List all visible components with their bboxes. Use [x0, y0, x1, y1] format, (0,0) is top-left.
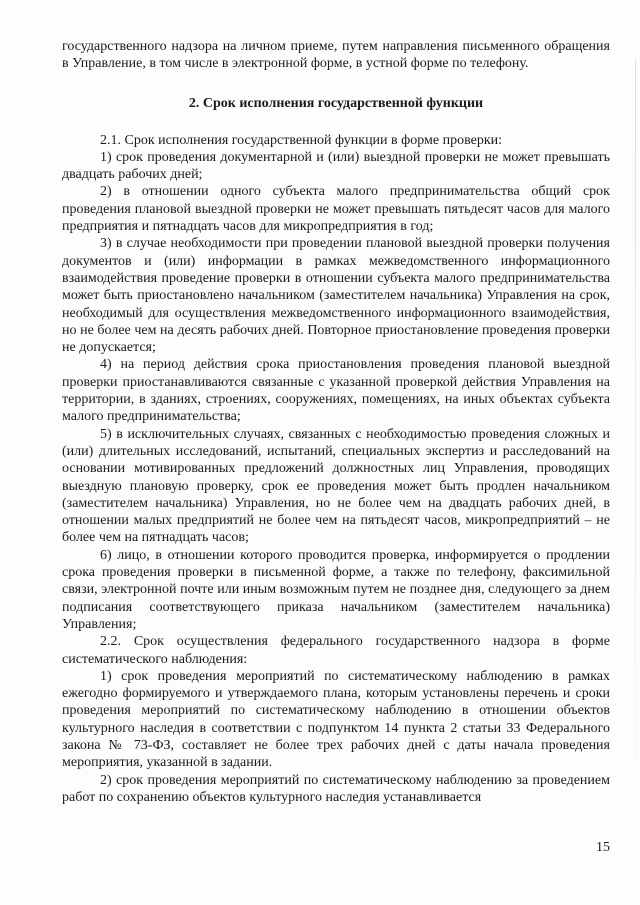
- paragraph-item-5: 5) в исключительных случаях, связанных с необходимостью проведения сложных и (или) длительных исследований, испытаний, специальных экспертиз и расследований на основании мотивированных предложений должностных лиц Управления, проводящих выездную плановую проверку, срок ее проведения может быть продлен начальником (заместителем начальника) Управления, но не более чем на двадцать рабочих дней, в отношении малых предприятий не более чем на пятьдесят часов, микропредприятий – не более чем на пятнадцать часов;: [62, 426, 610, 546]
- page-number: 15: [596, 840, 610, 855]
- paragraph-2-2: 2.2. Срок осуществления федерального государственного надзора в форме систематического наблюдения:: [62, 634, 610, 667]
- paragraph-item-6: 6) лицо, в отношении которого проводится проверка, информируется о продлении срока проведения проверки в письменной форме, а также по телефону, факсимильной связи, электронной почте или иным возможным путем не позднее дня, следующего за днем подписания соответствующего приказа начальником (заместителем начальника) Управления;: [62, 547, 610, 632]
- page-content: [62, 38, 610, 806]
- paragraph-item-4: 4) на период действия срока приостановления проведения плановой выездной проверки приостанавливаются связанные с указанной проверкой действия Управления на территории, в зданиях, строениях, сооружениях, помещениях, на иных объектах субъекта малого предпринимательства;: [62, 357, 610, 425]
- paragraph-2-2-item-2: 2) срок проведения мероприятий по систематическому наблюдению за проведением работ по сохранению объектов культурного наследия устанавливается: [62, 772, 610, 805]
- paragraph-item-1: 1) срок проведения документарной и (или) выездной проверки не может превышать двадцать рабочих дней;: [62, 149, 610, 183]
- section-heading: 2. Срок исполнения государственной функции: [188, 95, 484, 111]
- paragraph-item-2: 2) в отношении одного субъекта малого предпринимательства общий срок проведения плановой выездной проверки не может превышать пятьдесят часов для малого предприятия и пятнадцать часов для микропредприятия в год;: [62, 184, 610, 235]
- intro-paragraph: государственного надзора на личном приеме, путем направления письменного обращения в Управление, в том числе в электронной форме, в устной форме по телефону.: [62, 39, 610, 72]
- paragraph-item-3: 3) в случае необходимости при проведении плановой выездной проверки получения документов и (или) информации в рамках межведомственного информационного взаимодействия проведение проверки в отношении субъекта малого предпринимательства может быть приостановлено начальником (заместителем начальника) Управления на срок, необходимый для осуществления межведомственного информационного взаимодействия, но не более чем на десять рабочих дней. Повторное приостановление проведения проверки не допускается;: [62, 236, 610, 356]
- paragraph-2-1: 2.1. Срок исполнения государственной функции в форме проверки:: [100, 132, 503, 148]
- scan-edge-mark: [635, 60, 636, 760]
- paragraph-2-2-item-1: 1) срок проведения мероприятий по систематическому наблюдению в рамках ежегодно формируемого и утверждаемого плана, которым установлены перечень и сроки проведения мероприятий по систематическому наблюдению в отношении объектов культурного наследия в соответствии с подпунктом 14 пункта 2 статьи 33 Федерального закона № 73-ФЗ, составляет не более трех рабочих дней с даты начала проведения мероприятия, указанной в задании.: [62, 668, 610, 771]
